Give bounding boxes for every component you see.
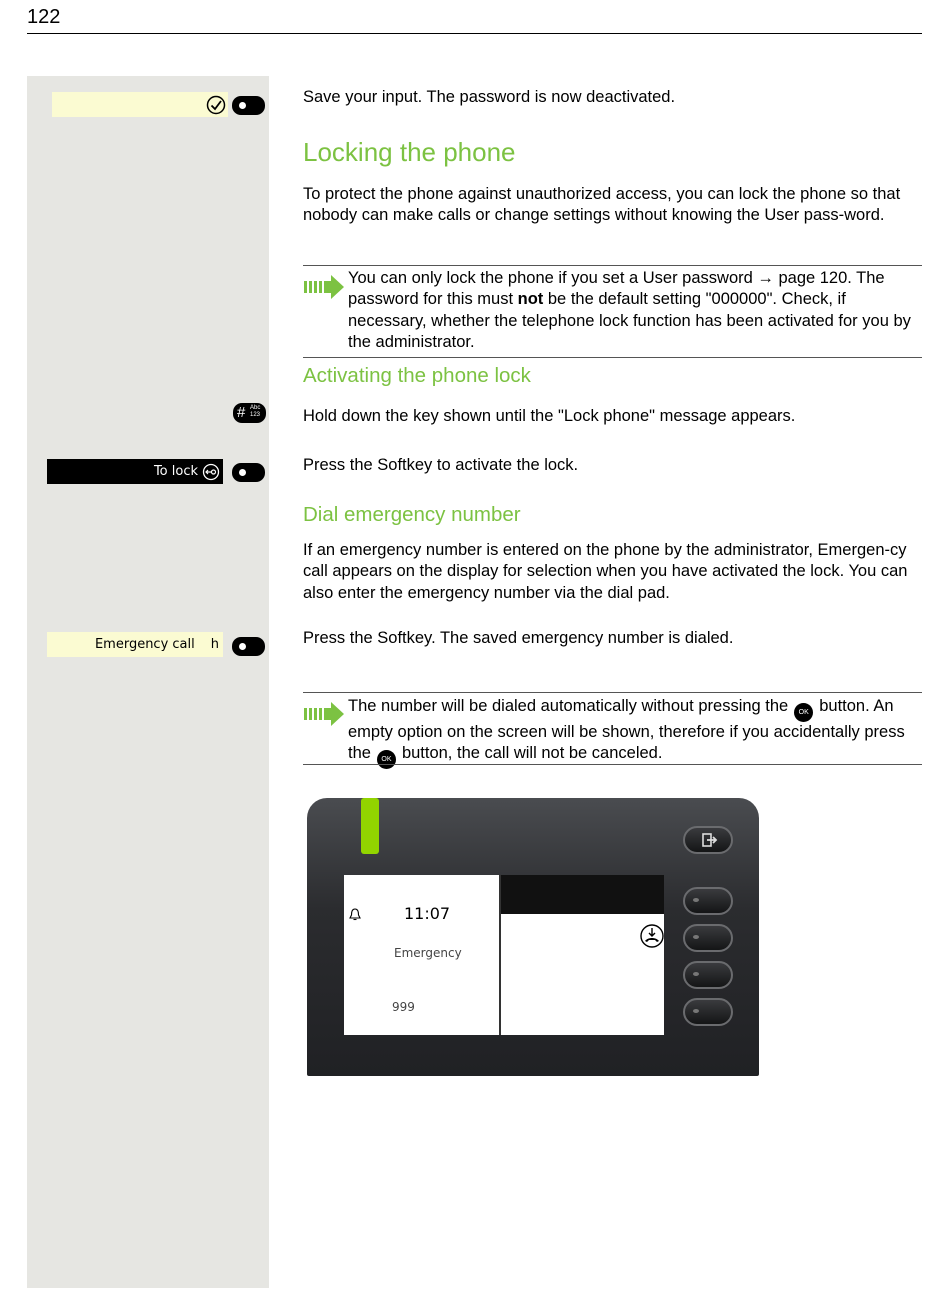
emergency-call-icon bbox=[639, 923, 665, 949]
phone-softkey-1 bbox=[683, 887, 733, 915]
phone-softkey-3 bbox=[683, 961, 733, 989]
note-arrow-icon bbox=[303, 274, 345, 300]
phone-exit-button bbox=[683, 826, 733, 854]
bell-icon bbox=[349, 908, 361, 922]
save-softkey[interactable] bbox=[232, 96, 265, 115]
phone-softkey-2 bbox=[683, 924, 733, 952]
emergency-softkey[interactable] bbox=[232, 637, 265, 656]
lock-key-label: To lock bbox=[153, 464, 198, 479]
intro-paragraph: To protect the phone against unauthorized access, you can lock the phone so that nobody can make calls or change settings without knowing the User pass-word. bbox=[303, 185, 901, 225]
note1-bottom-rule bbox=[303, 357, 922, 358]
phone-screen-header-bar bbox=[501, 875, 664, 914]
emergency-key-suffix: h bbox=[210, 637, 219, 652]
checkmark-circle-icon bbox=[206, 95, 226, 115]
note-arrow-icon bbox=[303, 701, 345, 727]
note2-part2: button. An empty option on the screen will be shown, therefore if you accidentally press the bbox=[348, 697, 905, 763]
phone-emergency-number: 999 bbox=[392, 1000, 415, 1014]
hash-symbol: # bbox=[237, 404, 246, 421]
phone-screen-left bbox=[344, 875, 499, 1035]
heading-activating-lock: Activating the phone lock bbox=[303, 364, 531, 387]
phone-illustration bbox=[307, 798, 759, 1076]
header-rule bbox=[27, 33, 922, 34]
note2-part3: button, the call will not be canceled. bbox=[401, 744, 663, 763]
note2-part1: The number will be dialed automatically without pressing the bbox=[348, 697, 789, 715]
press-softkey-lock-text: Press the Softkey to activate the lock. bbox=[303, 456, 579, 474]
hold-key-text: Hold down the key shown until the "Lock phone" message appears. bbox=[303, 407, 796, 425]
sidebar bbox=[27, 76, 269, 1288]
page-number: 122 bbox=[27, 6, 61, 28]
hash-key[interactable] bbox=[233, 403, 266, 423]
note2-top-rule bbox=[303, 692, 922, 693]
ok-button-icon: OK bbox=[377, 750, 396, 769]
emergency-key-display bbox=[47, 632, 223, 657]
note2-text bbox=[348, 696, 923, 769]
phone-softkey-4 bbox=[683, 998, 733, 1026]
phone-led bbox=[361, 798, 379, 854]
note1-text bbox=[348, 268, 923, 353]
note1-bold: not bbox=[517, 290, 544, 309]
emergency-intro: If an emergency number is entered on the phone by the administrator, Emergen-cy call appears on the display for selection when you have activated the lock. You can also enter the emergency number via the dial pad. bbox=[303, 541, 908, 602]
hash-sub-label: Abc 123 bbox=[250, 405, 261, 418]
lock-key-display bbox=[47, 459, 223, 484]
note1-before: You can only lock the phone if you set a User password → page 120. The password for this must bbox=[348, 269, 885, 309]
phone-screen-right bbox=[499, 875, 664, 1035]
ok-button-icon: OK bbox=[794, 703, 813, 722]
note1-after: be the default setting "000000". Check, if necessary, whether the telephone lock function has been activated for you by the administrator. bbox=[348, 290, 911, 351]
phone-time: 11:07 bbox=[404, 904, 451, 923]
exit-icon bbox=[685, 828, 731, 852]
note1-top-rule bbox=[303, 265, 922, 266]
press-softkey-emergency-text: Press the Softkey. The saved emergency number is dialed. bbox=[303, 629, 734, 647]
lock-arrow-icon bbox=[202, 463, 220, 481]
emergency-key-label: Emergency call bbox=[94, 637, 195, 652]
heading-dial-emergency: Dial emergency number bbox=[303, 503, 521, 526]
heading-locking-phone: Locking the phone bbox=[303, 137, 516, 167]
save-text: Save your input. The password is now deactivated. bbox=[303, 88, 676, 106]
phone-emergency-label: Emergency bbox=[394, 946, 462, 960]
note2-bottom-rule bbox=[303, 764, 922, 765]
lock-softkey[interactable] bbox=[232, 463, 265, 482]
save-key-display bbox=[52, 92, 228, 117]
